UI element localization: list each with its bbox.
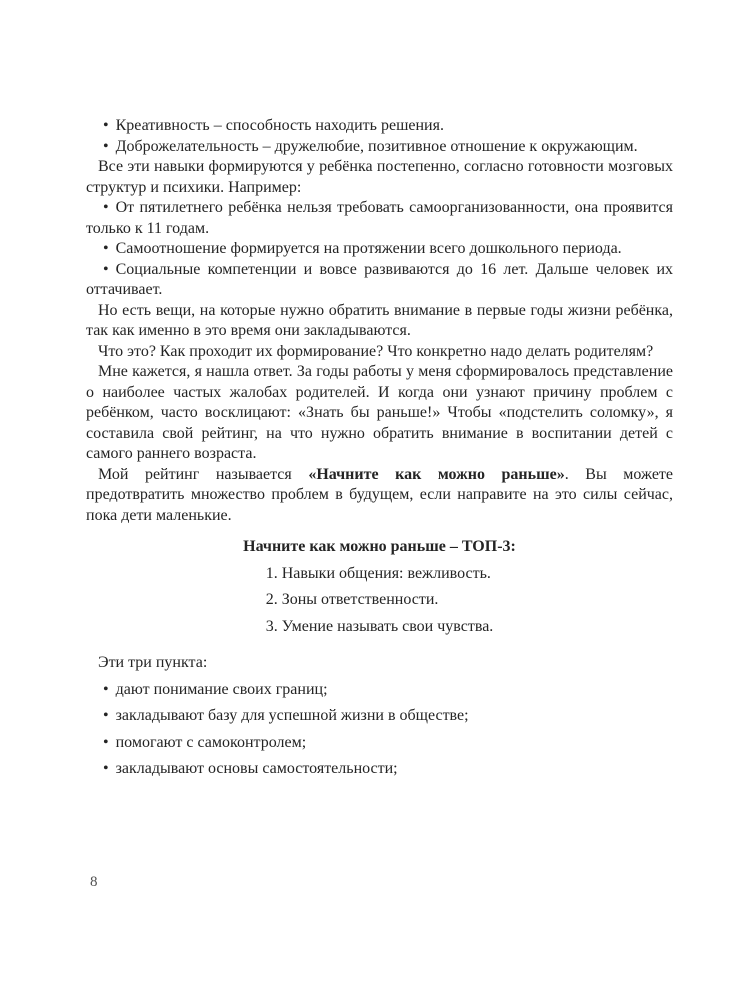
top3-list-item: 2. Зоны ответственности. [265, 591, 439, 608]
bullet-marker-icon: • [103, 680, 109, 698]
example-bullet-text: Социальные компетенции и вовсе развиваются до 16 лет. Дальше человек их оттачивает. [86, 260, 673, 298]
example-bullet-item [86, 239, 673, 260]
bullet-marker-icon: • [103, 117, 109, 134]
body-paragraph: Но есть вещи, на которые нужно обратить внимание в первые годы жизни ребёнка, так как именно в это время они закладываются. [86, 301, 673, 339]
body-paragraph: Что это? Как проходит их формирование? Что конкретно надо делать родителям? [98, 342, 654, 360]
trait-bullet-text: Доброжелательность – дружелюбие, позитивное отношение к окружающим. [115, 137, 638, 155]
point-bullet-item [86, 759, 673, 780]
example-bullet-item [86, 260, 673, 301]
top3-heading: Начните как можно раньше – ТОП-3: [243, 538, 516, 555]
point-bullet-text: закладывают основы самостоятельности; [115, 760, 398, 777]
bullet-marker-icon: • [103, 240, 109, 257]
top3-list-item: 1. Навыки общения: вежливость. [265, 564, 491, 582]
top3-list [266, 558, 494, 638]
points-intro: Эти три пункта: [98, 654, 208, 671]
point-bullet-item [86, 733, 673, 754]
rating-title-bold: «Начните как можно раньше» [308, 465, 565, 483]
rating-paragraph-after: . Вы можете предотвратить множество проблем в будущем, если направите на это силы сейчас, пока дети маленькие. [86, 465, 674, 524]
example-bullet-text: Самоотношение формируется на протяжении всего дошкольного периода. [115, 240, 622, 257]
example-bullet-text: От пятилетнего ребёнка нельзя требовать самоорганизованности, она проявится только к 11 годам. [86, 199, 673, 237]
bullet-marker-icon: • [103, 137, 109, 155]
point-bullet-text: помогают с самоконтролем; [115, 733, 307, 751]
bullet-marker-icon: • [103, 707, 109, 724]
example-bullet-item [86, 198, 673, 239]
rating-paragraph-before: Мой рейтинг называется [98, 465, 309, 483]
bullet-marker-icon: • [103, 260, 109, 278]
bullet-marker-icon: • [103, 760, 109, 777]
trait-bullet-item [86, 137, 673, 158]
body-paragraph: Мне кажется, я нашла ответ. За годы работы у меня сформировалось представление о наиболее частых жалобах родителей. И когда они узнают причину проблем с ребёнком, часто восклицают: «Знать бы раньше!» Чтобы «подстелить соломку», я составила свой рейтинг, на что нужно обратить внимание в воспитании детей с самого раннего возраста. [86, 363, 673, 462]
page-number: 8 [90, 874, 98, 890]
trait-bullet-item [86, 116, 673, 137]
intro-paragraph: Все эти навыки формируются у ребёнка постепенно, согласно готовности мозговых структур и психики. Например: [86, 158, 673, 196]
point-bullet-text: закладывают базу для успешной жизни в обществе; [115, 707, 469, 724]
point-bullet-item [86, 680, 673, 701]
page-content [86, 116, 673, 780]
bullet-marker-icon: • [103, 733, 109, 751]
point-bullet-text: дают понимание своих границ; [115, 680, 328, 698]
trait-bullet-text: Креативность – способность находить решения. [115, 117, 444, 134]
point-bullet-item [86, 706, 673, 727]
rating-paragraph [86, 465, 673, 527]
bullet-marker-icon: • [103, 199, 109, 216]
top3-list-item: 3. Умение называть свои чувства. [265, 617, 494, 635]
